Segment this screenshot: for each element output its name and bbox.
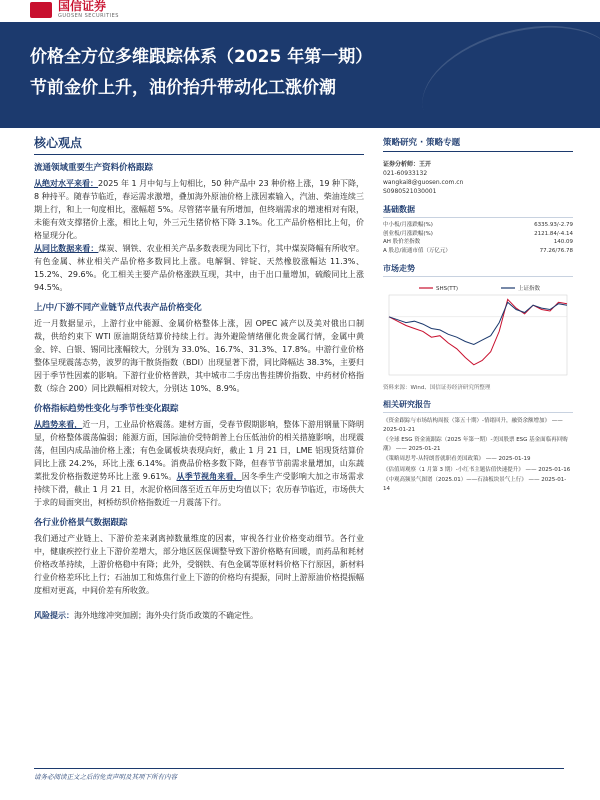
analyst-license: S0980521030001 [383,188,437,195]
paragraph-text: 近一月，工业品价格震荡。建材方面，受春节假期影响，整体下游用钢量下降明显，价格整体震荡偏弱；能源方面，国际油价受特朗普上台压低油价的相关措施影响，出现震荡，但国内成品油价格上涨；有色金属板块表现向好，截止 1 月 21 日，LME 铝现货结算价同比上涨 24.2%，环比上涨 6.14%。消费品价格多数下降，但春节节前需求量增加，山东蔬菜批发价格指数逆势环比上涨 9.61%。 [34,420,365,481]
row-value: 140.09 [553,239,573,245]
related-report-link[interactable]: 《资金跟踪与市场结构周报（第五十期）-情绪回升，融资余额增加》 —— 2025-01-21 [383,418,563,433]
paragraph [34,242,364,294]
paragraph [34,177,364,242]
table-row [383,247,573,256]
paragraph-text: 我们通过产业链上、下游价差来剥离掉数量维度的因素，审视各行业价格变动细节。各行业中，健康疾控行业上下游价差增大，部分地区医保调整导致下游价格略有回暖，而药品和耗材价格改革持续，上游价格稳中有降；此外，受钢铁、有色金属等原材料价格下行原因，新材料行业价格差环比上行；石油加工和炼焦行业上下游的价格均有提振，同时上游原油价格提振幅度相对更高，中间价差有所收敛。 [34,534,364,595]
risk-label: 风险提示： [34,611,74,620]
related-report-link[interactable]: 《估值周观察（1 月第 3 期）-小红书主题估值快速提升》 —— 2025-01-16 [383,466,571,473]
related-report-link[interactable]: 《策略周思考-从特朗普就职看美国政策》 —— 2025-01-19 [383,456,531,462]
footer-disclaimer: 请务必阅读正文之后的免责声明及其项下所有内容 [34,768,564,781]
report-type: 策略研究 · 策略专题 [383,130,573,152]
lead-text: 从季节视角来看， [176,472,242,481]
related-reports-list [383,417,573,493]
paragraph-text: 近一月数据显示，上游行业中能源、金属价格整体上涨，因 OPEC 减产以及美对俄出口制裁，供给约束下 WTI 原油期货结算价持续上行。海外避险情绪催化贵金属行情，金属中黄金、锌、白银、锡同比涨幅较大，分别为 33.0%、16.7%、31.3%、17.8%。中游行业价格整体呈现震荡态势，波罗的海干散货指数（BDI）出现显著下滑，同比降幅达 38.3%，主要归因于季节性因素的影响。下游行业价格普跌，其中城市二手房出售挂牌价指数、中药材价格指数（综合 200）同比跌幅相对较大，分别达 10%、8.9%。 [34,319,364,393]
market-trend-title: 市场走势 [383,263,573,277]
legend-label: SHS(TT) [436,286,459,292]
paragraph-text: 2025 年 1 月中旬与上旬相比，50 种产品中 23 种价格上涨，19 种下降，8 种持平。随春节临近，春运需求激增，叠加海外原油价格上涨因素输入，汽油、柴油连续三期上行，和上一旬度相比，涨幅超 5%。尽管猪宰量有所增加，但终端需求的增速相对有限，未能有效支撑猪价上涨，相比上旬，外三元生猪价格下降 3.1%。化工产品价格相比上旬，价格显现分化。 [34,179,364,240]
paragraph [34,418,364,509]
sidebar [383,130,573,495]
analyst-name: 王开 [419,161,432,168]
section-title: 上/中/下游不同产业链节点代表产品价格变化 [34,303,202,313]
analyst-phone: 021-60933132 [383,170,428,177]
row-value: 6335.93/-2.79 [534,222,573,228]
section-material-prices [34,161,364,294]
related-report-link[interactable]: 《全球 ESG 资金流跟踪（2025 年第一期）-美国股票 ESG 基金面临再回购潮》 —— 2025-01-21 [383,437,568,452]
report-header [0,0,600,128]
table-row [383,221,573,230]
core-views-column [34,130,364,622]
risk-warning [34,609,364,622]
row-key: 创业板/月涨跌幅(%) [383,230,433,237]
guosen-logo-icon [30,2,52,18]
series-line-0 [389,299,567,364]
lead-text: 从同比数据来看： [34,244,99,253]
table-row [383,230,573,239]
report-title: 价格全方位多维跟踪体系（2025 年第一期） [30,47,373,67]
section-industry-prosperity [34,516,364,597]
basic-data-title: 基础数据 [383,204,573,218]
header-decoration [409,6,600,128]
chart-source: 资料来源：Wind、国信证券经济研究所整理 [383,385,491,391]
lead-text: 从绝对水平来看： [34,179,99,188]
legend-label: 上证指数 [518,286,541,292]
row-key: AH 股价差指数 [383,239,421,245]
paragraph-text: 煤炭、钢铁、农业相关产品多数表现为同比下行，其中煤炭降幅有所收窄。有色金属、林业相关产品价格多数同比上涨。电解铜、锌锭、天然橡胶涨幅达 11.3%、15.2%、29.6%。化工相关主要产品价格涨跌互现，其中，由于出口量增加，硫酸同比上涨 94.5%。 [34,244,365,292]
paragraph-text: 因冬季生产受影响大加之市场需求持续下滑，截止 1 月 21 日，水泥价格回落至近五年历史均值以下；农历春节临近，市场供大于求的局面突出，柯桥纺织价格指数近一月震荡下行。 [34,472,365,507]
brand-name-en: GUOSEN SECURITIES [58,13,119,19]
section-title: 流通领域重要生产资料价格跟踪 [34,163,154,173]
brand-name-cn: 国信证券 [58,0,107,13]
risk-text: 海外地缘冲突加剧；海外央行货币政策的不确定性。 [74,611,258,620]
analyst-label: 证券分析师： [383,161,420,168]
basic-data-table [383,221,573,255]
logo-strip [0,0,600,22]
related-reports-title: 相关研究报告 [383,399,573,413]
section-title: 价格指标趋势性变化与季节性变化跟踪 [34,404,179,414]
divider [34,154,364,155]
section-chain-nodes [34,301,364,395]
table-row [383,238,573,247]
lead-text: 从趋势来看， [34,420,83,429]
brand-logo [30,0,119,20]
related-report-link[interactable]: 《中观高频景气图谱（2025.01）——石油板块景气上行》 —— 2025-01-14 [383,477,567,492]
analyst-info [383,160,573,196]
section-trend-season [34,402,364,509]
report-subtitle: 节前金价上升，油价抬升带动化工涨价潮 [30,78,336,98]
row-value: 2121.84/-4.14 [534,230,573,237]
chart-svg [383,281,573,381]
section-title: 各行业价格景气数据跟踪 [34,518,128,528]
market-trend-chart [383,281,573,381]
row-key: A 股总/流通市值（万亿元） [383,247,451,254]
row-value: 77.26/76.78 [539,247,573,254]
row-key: 中小板/月涨跌幅(%) [383,222,433,228]
analyst-email[interactable]: wangkai8@guosen.com.cn [383,179,464,186]
core-views-title: 核心观点 [34,136,83,150]
